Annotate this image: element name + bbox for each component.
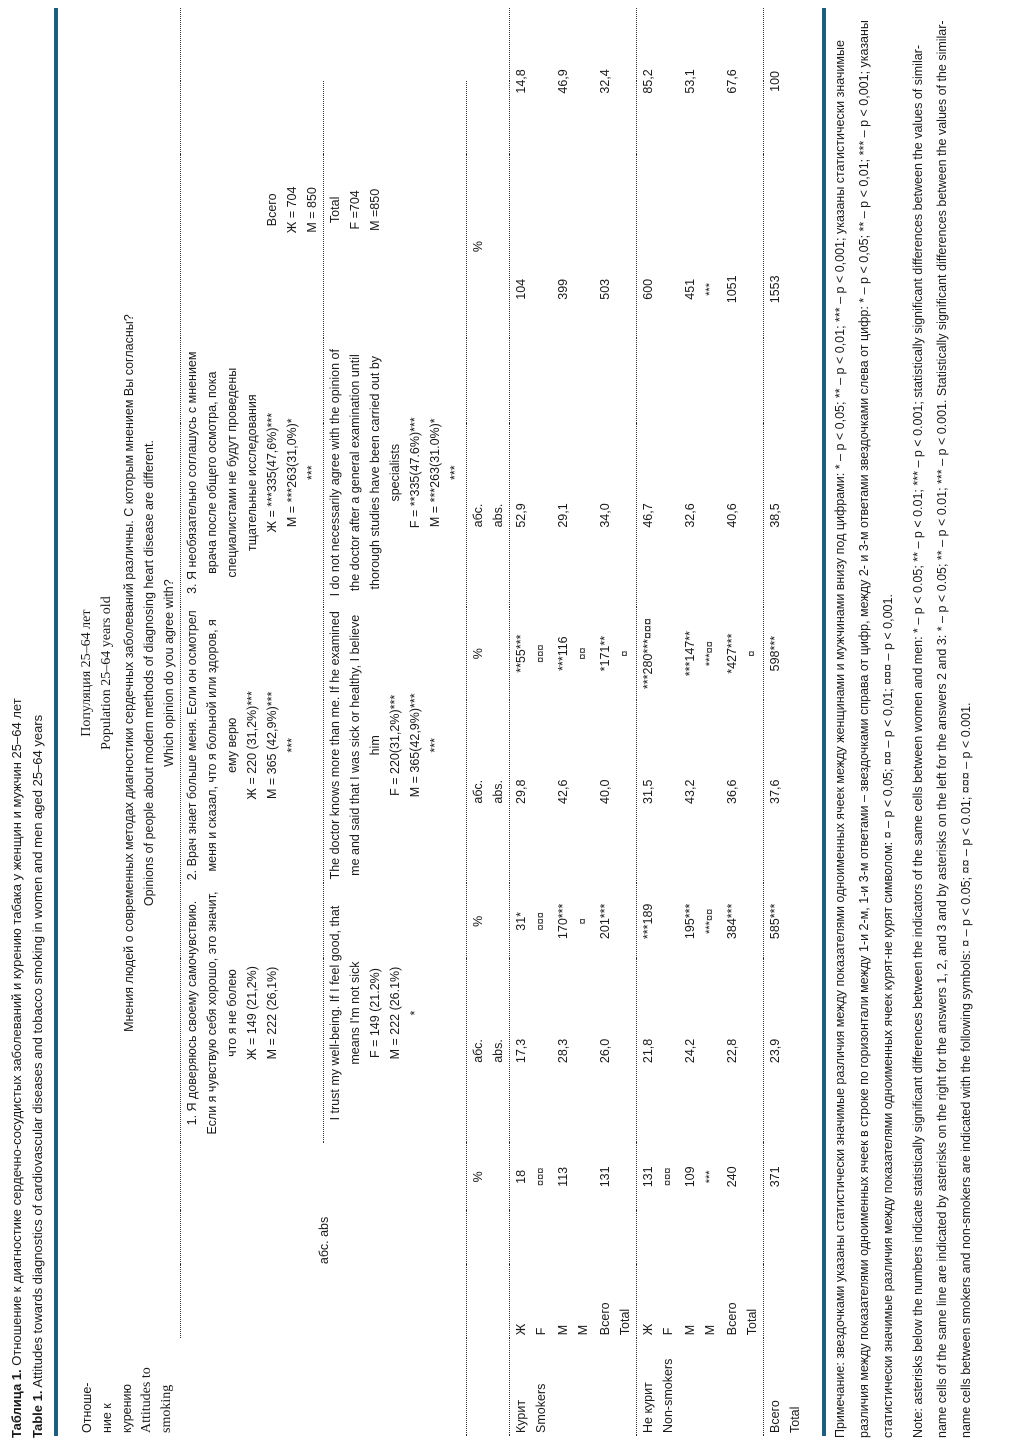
cell-abs-1: 131 [594, 1143, 637, 1211]
cell-abs-1: 371 [768, 1166, 782, 1188]
cell-pct-1: 28,3 [556, 1038, 570, 1064]
table-body [510, 8, 807, 1436]
cell-abs-total: 600 [641, 278, 655, 300]
cell-abs-1: 109 *** [683, 1166, 716, 1188]
grand-total-label: Всего Total [768, 1400, 802, 1433]
cell-pct-3: 46,7 [641, 503, 655, 528]
cell-pct-2: 31,5 [641, 779, 655, 804]
table-row [510, 8, 553, 1436]
total-header: Всего Ж = 704 М = 850 [265, 186, 319, 234]
cell-pct-2: 29,8 [514, 779, 528, 804]
cell-abs-total: 503 [594, 155, 637, 424]
attitude-header: Отноше-ние к курению Attitudes to smoking [76, 1338, 467, 1436]
sex-cell: Всего Total [721, 1211, 764, 1338]
cell-pct-2: 42,6 [556, 779, 570, 804]
bottom-rule [822, 8, 826, 1436]
q2-header-en: The doctor knows more than me. If he examined me and said that I was sick or healthy, I believe him F = 220(31,2%)*** M = 365(42,9%)*** *** [324, 607, 467, 883]
top-rule [54, 8, 58, 1436]
cell-abs-3: **55*** ¤¤¤ [514, 634, 547, 673]
table-notes [828, 18, 984, 1438]
sex-cell: Всего Total [594, 1211, 637, 1338]
table-row [679, 8, 721, 1436]
q3-header: 3. Я необязательно соглашусь с мнением врача после общего осмотра, пока специалистами не будут проведены тщательные исследования Ж = ***335(47,6%)*** М = ***263(31,0%)* *** [185, 351, 319, 594]
cell-abs-2: 195*** ***¤¤ [683, 903, 716, 940]
cell-abs-2: 201*** [594, 883, 637, 959]
cell-abs-2: 585*** [768, 903, 782, 940]
cell-abs-1: 113 [556, 1166, 570, 1187]
cell-abs-3: *427*** ¤ [721, 607, 764, 700]
grand-total-row [764, 8, 807, 1436]
cell-abs-total: 104 [514, 278, 528, 300]
cell-pct-2: 37,6 [768, 779, 782, 804]
cell-pct-1: 26,0 [594, 959, 637, 1142]
note-ru: Примечание: звездочками указаны статистически значимые различия между показателями одноименных ячеек между женщинами и мужчинами внизу под цифрами: * – p < 0,05; ** – p < 0,01; *** – p < 0,001; указаны статистически значимые различия между показателями одноименных ячеек в строке по горизонтали между 1-и 2-м, 1-и 3-м ответами – звездочками справа от цифр, между 2- и 3-м ответами звездочками слева от цифр: * – p < 0,05; ** – p < 0,01; *** – p < 0,001; указаны статистически значимые различия между показателями одноименных ячеек курят-не курят символом: ¤ – p < 0,05; ¤¤ – p < 0,01; ¤¤¤ – p < 0,001. [833, 20, 895, 1438]
cell-pct-1: 24,2 [683, 1038, 697, 1064]
cell-pct-3: 38,5 [768, 503, 782, 528]
cell-pct-3: 32,6 [683, 503, 697, 528]
cell-abs-3: ***280***¤¤¤ [641, 618, 655, 690]
cell-pct-3: 34,0 [594, 424, 637, 607]
cell-pct-1: 22,8 [721, 959, 764, 1142]
cell-abs-2: ***189 [641, 903, 655, 940]
cell-pct-2: 43,2 [683, 779, 697, 804]
cell-pct-2: 36,6 [721, 700, 764, 883]
cell-abs-total: 1553 [768, 275, 782, 304]
cell-abs-3: 598*** [768, 635, 782, 672]
cell-abs-2: 384*** [721, 883, 764, 959]
units-row: % абс. abs. % абс. abs. % абс. abs. % [467, 8, 510, 1436]
cell-pct-total: 46,9 [556, 69, 570, 94]
sex-cell: М M [683, 1324, 717, 1336]
cell-abs-1: 131 ¤¤¤ [641, 1166, 674, 1188]
caption-en: Table 1. Attitudes towards diagnostics of cardiovascular diseases and tobacco smoking in women and men aged 25–64 years [30, 714, 45, 1438]
table-row [594, 8, 637, 1436]
sex-cell: М M [556, 1324, 590, 1336]
cell-pct-3: 29,1 [556, 503, 570, 528]
group-label: Не курит Non-smokers [637, 1338, 764, 1436]
cell-pct-2: 40,0 [594, 700, 637, 883]
data-table [76, 8, 806, 1436]
cell-pct-total: 14,8 [514, 69, 528, 94]
cell-pct-1: 17,3 [514, 1038, 528, 1064]
cell-abs-1: 18 ¤¤¤ [514, 1167, 547, 1187]
cell-pct-3: 52,9 [514, 503, 528, 528]
cell-abs-total: 451 *** [683, 278, 716, 300]
q3-header-en: I do not necessarily agree with the opinion of the doctor after a general examination until thorough studies have been carried out by specialists F = **335(47.6%)*** M = ***263(31.0%)* *** [324, 338, 467, 607]
cell-abs-total: 399 [556, 278, 570, 300]
group-label: Курит Smokers [510, 1338, 637, 1436]
cell-pct-total: 67,6 [721, 8, 764, 155]
table-row [637, 8, 680, 1436]
cell-pct-total: 100 [768, 71, 782, 92]
cell-pct-1: 23,9 [768, 1038, 782, 1064]
cell-abs-2: 170*** ¤ [556, 903, 589, 940]
cell-abs-total: 1051 [721, 155, 764, 424]
sex-cell: Ж F [514, 1323, 548, 1336]
cell-pct-total: 32,4 [594, 8, 637, 155]
cell-pct-total: 85,2 [641, 69, 655, 94]
total-header-en: Total F =704 M =850 [324, 82, 467, 339]
cell-abs-3: ***147** ***¤¤ [683, 631, 716, 677]
q2-header: 2. Врач знает больше меня. Если он осмотрел меня и сказал, что я больной или здоров, я ему верю Ж = 220 (31,2%)*** М = 365 (42,9%)*** *** [185, 610, 299, 881]
table-caption [6, 698, 48, 1438]
table-row [721, 8, 764, 1436]
note-en: Note: asterisks below the numbers indicate statistically significant differences between the indicators of the same cells between women and men: * – p < 0.05; ** – p < 0.01; *** – p < 0.001; statistically significant differences between the values of similar-name cells of the same line are indicated by asterisks on the right for the answers 1, 2, and 3 and by asterisks on the left for the answers 2 and 3: * – p < 0.05; ** – p < 0.01; *** – p < 0.001. Statistically significant differences between the values of the similar-name cells between smokers and non-smokers are indicated with the following symbols: ¤ – p < 0.05; ¤¤ – p < 0.01; ¤¤¤ – p < 0.001. [911, 20, 973, 1438]
cell-abs-2: 31* ¤¤¤ [514, 911, 547, 931]
cell-pct-total: 53,1 [683, 69, 697, 94]
table-row [552, 8, 594, 1436]
opinions-header: Мнения людей о современных методах диагностики сердечных заболеваний различны. С которым мнением Вы согласны? Opinions of people about modern methods of diagnosing heart disease are different. Which opinion do you agree with? [118, 8, 181, 1338]
caption-ru: Таблица 1. Отношение к диагностике сердечно-сосудистых заболеваний и курению табака у женщин и мужчин 25–64 лет [9, 698, 24, 1438]
abs-header: абс. abs [181, 1143, 467, 1339]
q1-header: 1. Я доверяюсь своему самочувствию. Если я чувствую себя хорошо, это значит, что я не болею Ж = 149 (21,2%) М = 222 (26,1%) [185, 891, 279, 1135]
cell-abs-3: ***116 ¤¤ [556, 636, 589, 671]
sex-cell: Ж F [641, 1323, 675, 1336]
cell-abs-3: *171** ¤ [594, 607, 637, 700]
population-header: Популяция 25–64 лет Population 25–64 years old [79, 596, 114, 750]
q1-header-en: I trust my well-being. If I feel good, that means I'm not sick F = 149 (21.2%) M = 222 (26.1%) * [324, 883, 467, 1142]
cell-abs-1: 240 [721, 1143, 764, 1211]
cell-pct-3: 40,6 [721, 424, 764, 607]
cell-pct-1: 21,8 [641, 1038, 655, 1064]
